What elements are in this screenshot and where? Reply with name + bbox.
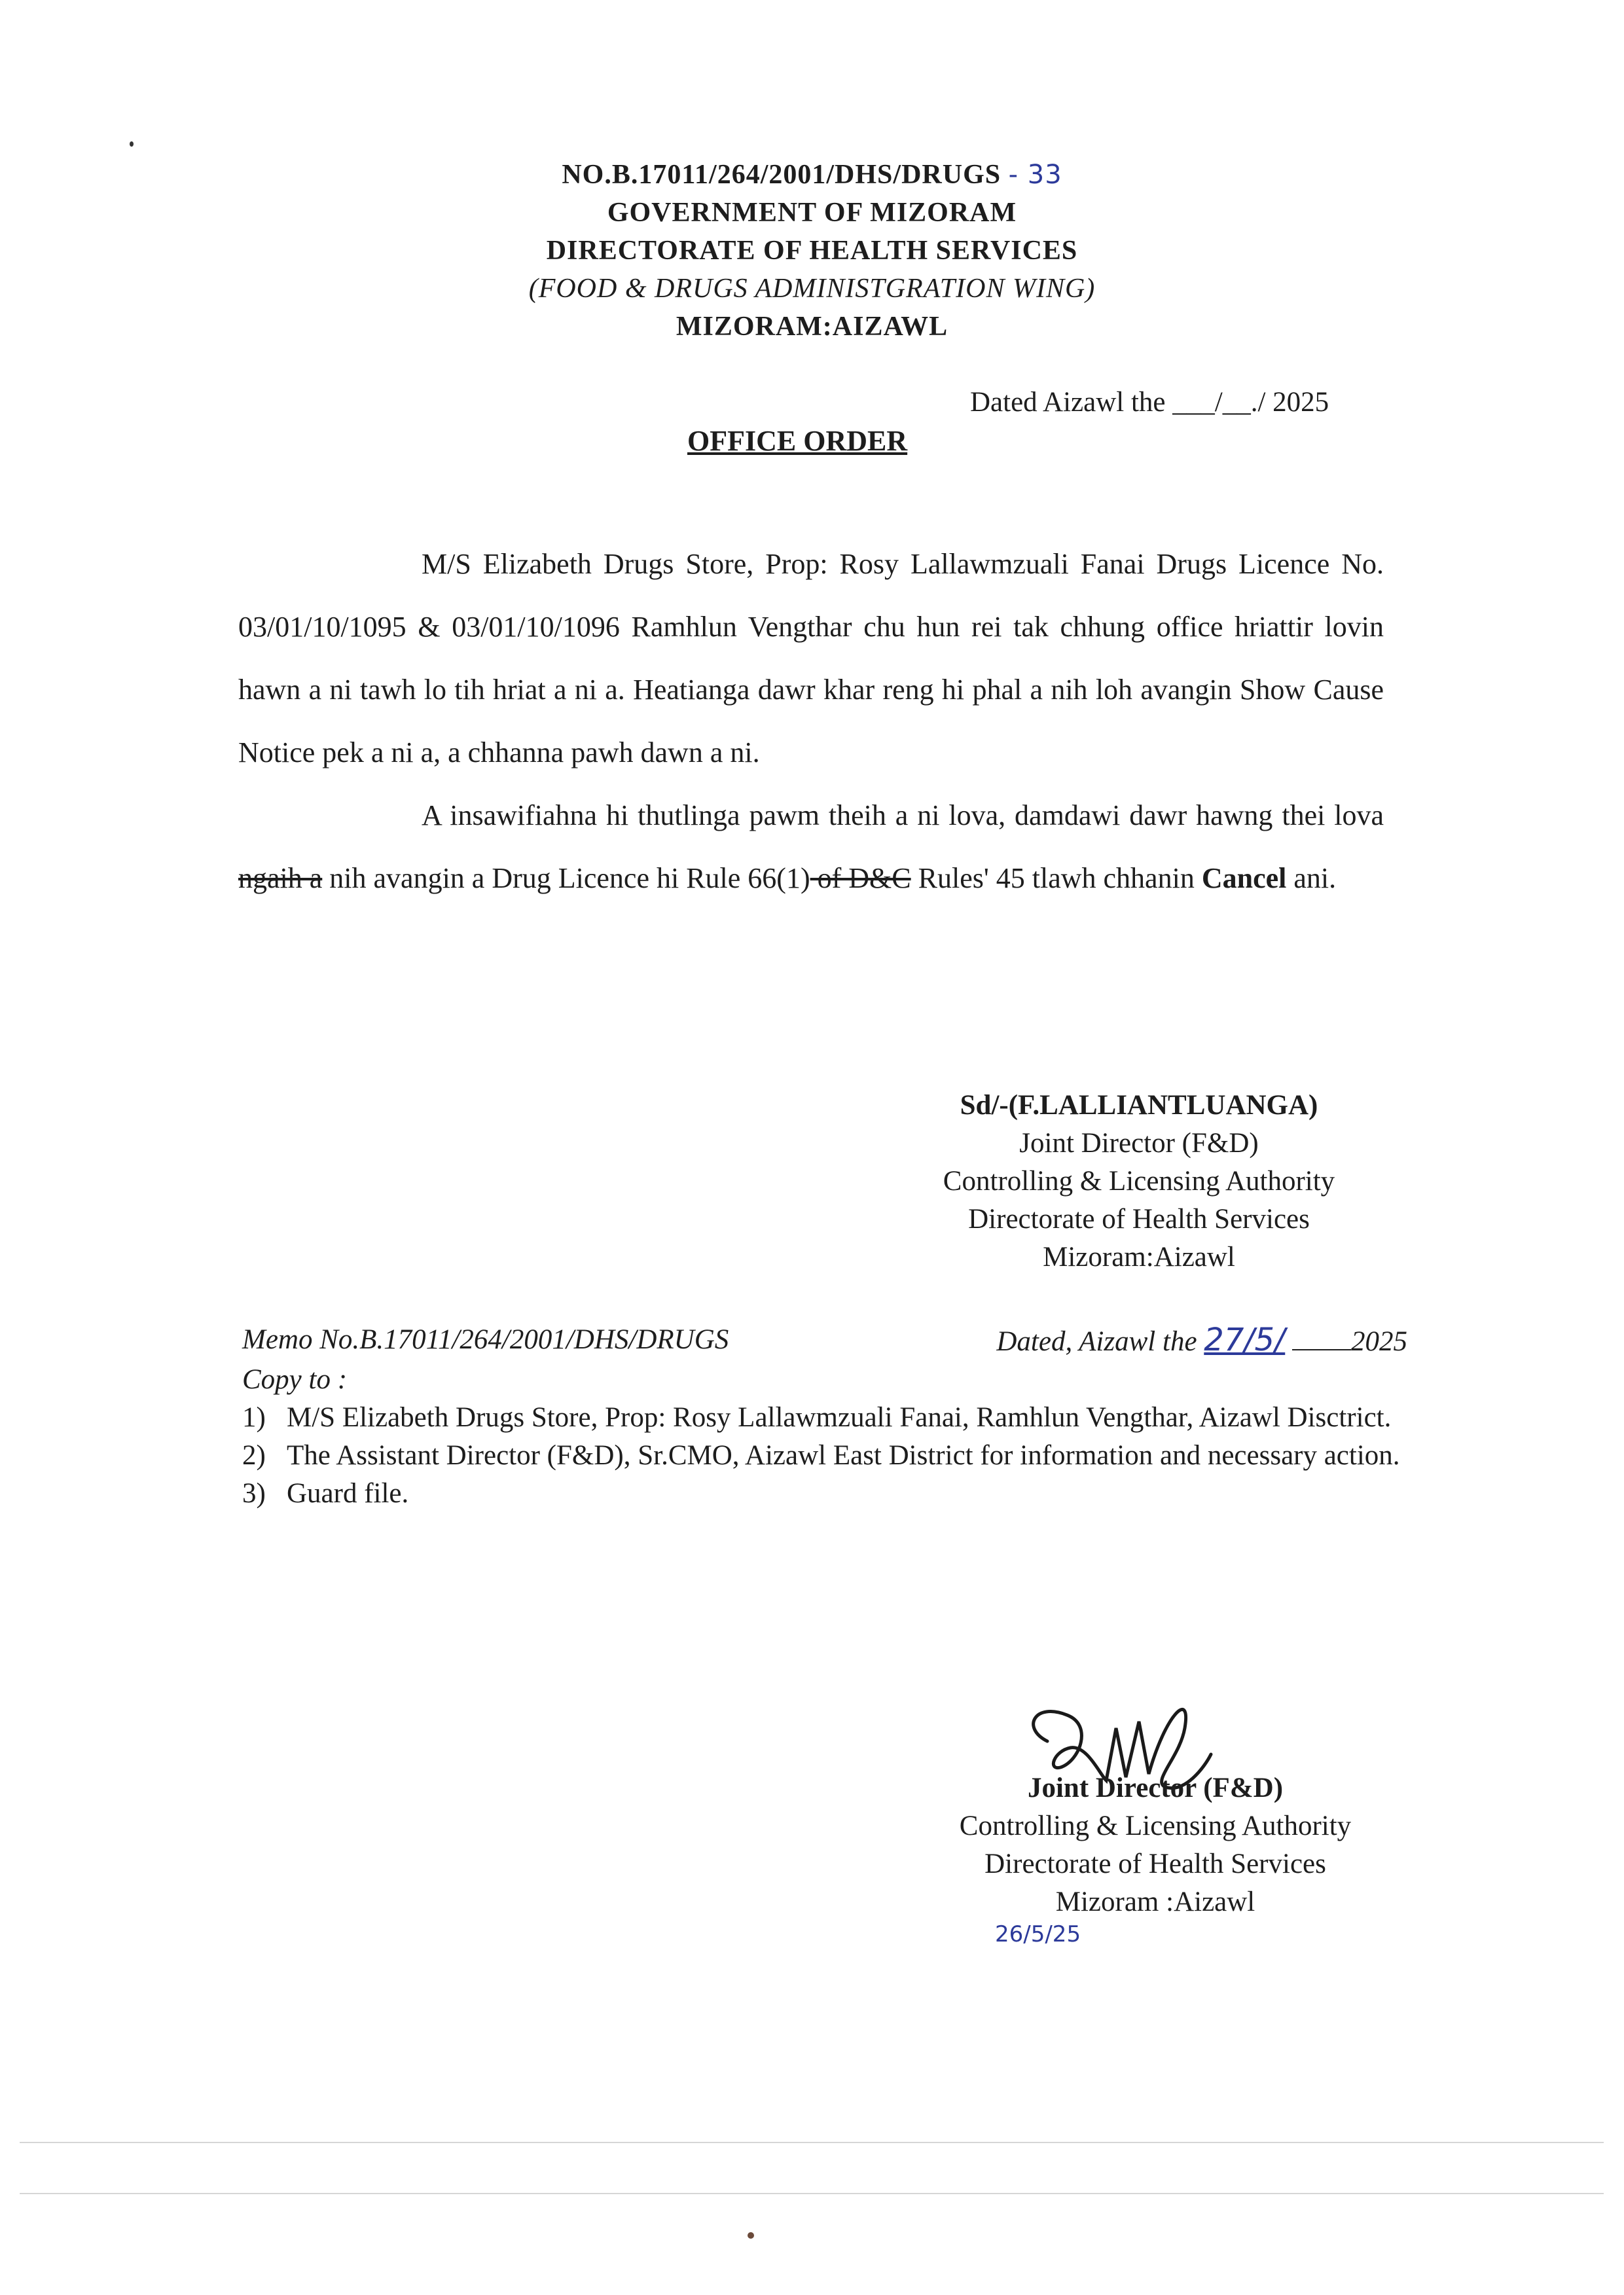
copy-item-text: M/S Elizabeth Drugs Store, Prop: Rosy Lallawmzuali Fanai, Ramhlun Vengthar, Aizawl Disctrict. [287,1402,1392,1433]
paragraph-2 [238,784,1384,910]
memo-header-row [242,1321,1407,1361]
signatory2-office: Directorate of Health Services [984,1849,1326,1879]
paragraph-1: M/S Elizabeth Drugs Store, Prop: Rosy Lallawmzuali Fanai Drugs Licence No. 03/01/10/1095 & 03/01/10/1096 Ramhlun Vengthar chu hun rei tak chhung office hriattir lovin hawn a ni tawh lo tih hriat a ni a. Heatianga dawr khar reng hi phal a nih loh avangin Show Cause Notice pek a ni a, a chhanna pawh dawn a ni. [238,548,1384,768]
copy-item [242,1475,1407,1513]
copy-item-number: 2) [242,1440,266,1471]
date-blank-line [1292,1349,1351,1350]
signatory-office: Directorate of Health Services [968,1204,1310,1235]
copy-item-text: Guard file. [287,1478,409,1509]
para2-text-b: nih avangin a Drug Licence hi Rule 66(1) [322,862,810,894]
signatory2-designation: Joint Director (F&D) [1027,1773,1284,1803]
memo-date-handwritten: 27/5/ [1204,1322,1286,1358]
letterhead [0,156,1624,346]
signatory-designation: Joint Director (F&D) [1019,1128,1259,1159]
memo-date-year: 2025 [1351,1326,1407,1357]
signatory2-authority: Controlling & Licensing Authority [959,1811,1352,1841]
reference-handwritten-suffix: - 33 [1008,160,1062,190]
signatory2-place: Mizoram :Aizawl [1055,1887,1255,1917]
page-title: OFFICE ORDER [687,425,908,457]
copy-item [242,1437,1407,1475]
copy-item-number: 1) [242,1402,266,1433]
place-line: MIZORAM:AIZAWL [676,312,948,342]
para2-text-d: ani. [1286,862,1337,894]
signatory-block-1 [890,1087,1388,1276]
order-body [238,533,1384,910]
copy-to-label: Copy to : [242,1364,348,1395]
signatory-name: Sd/-(F.LALLIANTLUANGA) [960,1090,1318,1121]
reference-number-text: NO.B.17011/264/2001/DHS/DRUGS [562,160,1001,190]
cancel-emphasis: Cancel [1201,862,1287,894]
government-line: GOVERNMENT OF MIZORAM [607,198,1017,228]
copy-item-text: The Assistant Director (F&D), Sr.CMO, Aizawl East District for information and necessary action. [287,1440,1400,1471]
para2-struck-text-1: ngaih a [238,862,323,894]
scan-speck [748,2232,754,2239]
scan-edge-line [20,2193,1604,2194]
wing-line: (FOOD & DRUGS ADMINISTGRATION WING) [528,274,1096,304]
signatory-block-2 [890,1769,1420,1921]
memo-block [242,1321,1407,1513]
signatory-authority: Controlling & Licensing Authority [943,1166,1335,1197]
para2-struck-text-2: of D&C [810,862,911,894]
para2-text-c: Rules' 45 tlawh chhanin [911,862,1202,894]
memo-date-prefix: Dated, Aizawl the [996,1326,1197,1357]
copy-item-number: 3) [242,1478,266,1509]
copy-item [242,1399,1407,1437]
scan-edge-line [20,2142,1604,2143]
directorate-line: DIRECTORATE OF HEALTH SERVICES [546,236,1078,266]
para2-text-a: A insawifiahna hi thutlinga pawm theih a ni lova, damdawi dawr hawng thei lova [422,799,1384,831]
scan-speck [130,141,134,147]
reference-number [0,156,1624,194]
signatory-place: Mizoram:Aizawl [1043,1242,1235,1273]
memo-date [996,1321,1407,1361]
dated-line: Dated Aizawl the ___/__./ 2025 [970,387,1329,418]
handwritten-initial-date: 26/5/25 [995,1921,1081,1947]
memo-number: Memo No.B.17011/264/2001/DHS/DRUGS [242,1324,729,1355]
